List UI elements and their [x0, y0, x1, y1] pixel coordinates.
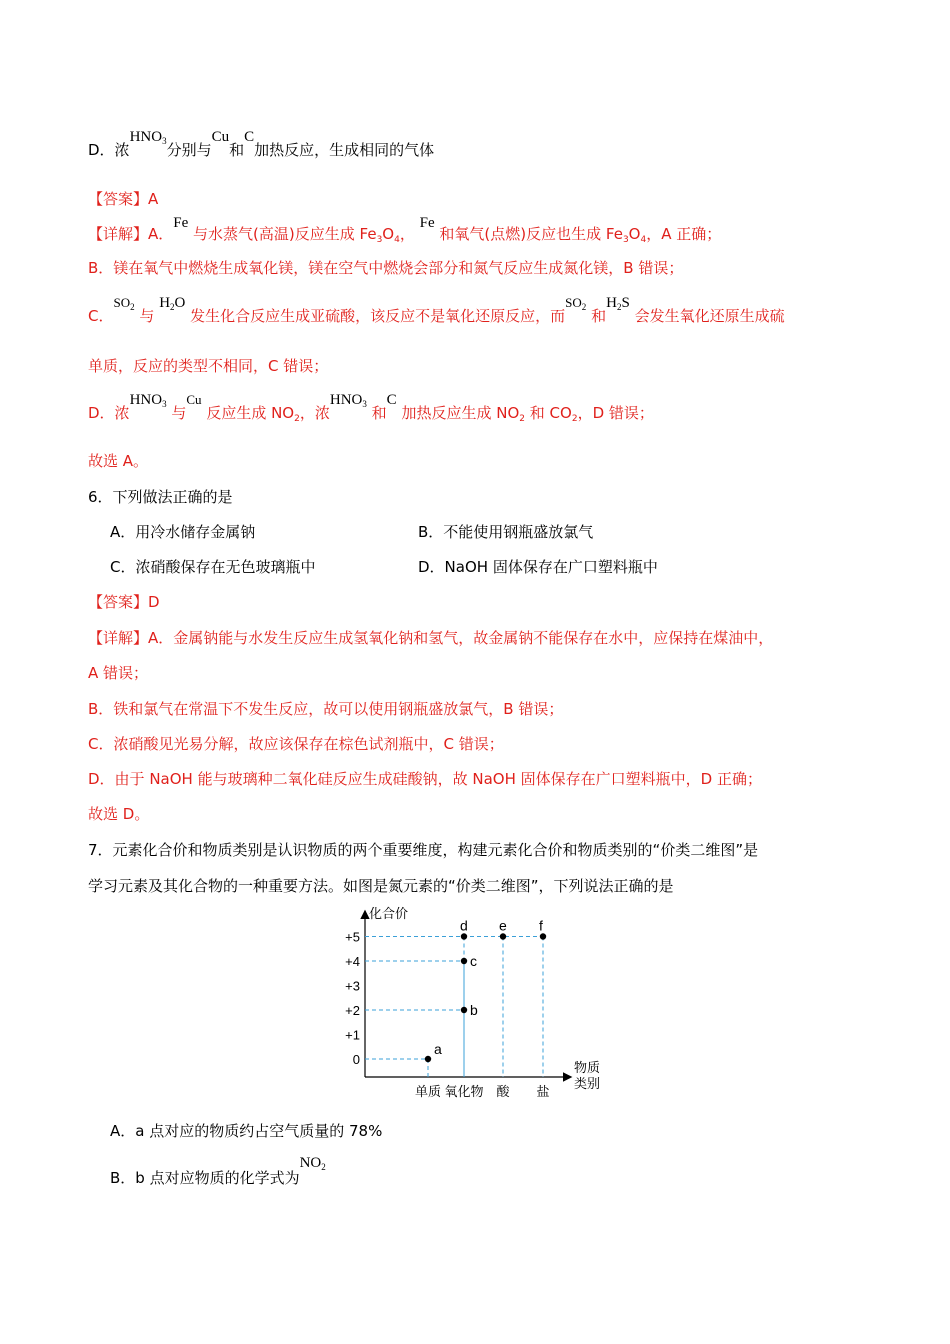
data-point	[461, 958, 467, 964]
q5-detail-line5: D．浓$HNO_3$ 与Cu 反应生成 $NO_2$，浓$HNO_3$ 和C 加热反应生成 $NO_2$ 和 $CO_2$，D 错误；	[88, 392, 654, 424]
q6-detail-line3: B．铁和氯气在常温下不发生反应，故可以使用钢瓶盛放氯气，B 错误；	[88, 700, 564, 718]
q6-stem: 6．下列做法正确的是	[88, 488, 233, 506]
q6-answer: 【答案】D	[88, 593, 160, 611]
q5-detail-line1: 【详解】A．Fe 与水蒸气(高温)反应生成 $Fe_3O_4$， Fe 和氧气(点燃)反应也生成 $Fe_3O_4$，A 正确；	[88, 215, 722, 245]
formula-cu: Cu	[211, 129, 230, 145]
x-axis-label-line1: 物质	[574, 1060, 601, 1075]
point-label: c	[470, 953, 477, 969]
formula-so2: $SO_2$	[113, 295, 135, 312]
y-tick-label: +1	[345, 1027, 360, 1043]
y-axis-label: 化合价	[369, 906, 409, 921]
data-point	[425, 1056, 431, 1062]
q6-detail-line1: 【详解】A．金属钠能与水发生反应生成氢氧化钠和氢气，故金属钠不能保存在水中，应保持在煤油中，	[88, 629, 774, 647]
q5d-label: D．浓	[88, 141, 130, 159]
q7-option-a: A．a 点对应的物质约占空气质量的 78%	[110, 1122, 383, 1140]
q5-detail-line4: 单质，反应的类型不相同，C 错误；	[88, 357, 329, 375]
q5d-text: 分别与	[166, 141, 212, 159]
point-label: b	[470, 1002, 478, 1018]
q6-option-b: B．不能使用钢瓶盛放氯气	[418, 523, 594, 541]
q7-option-b: B．b 点对应物质的化学式为$NO_2$	[110, 1155, 326, 1187]
formula-hno3: $HNO_3$	[329, 392, 367, 409]
formula-h2s: $H_2S$	[606, 295, 630, 312]
point-label: e	[499, 917, 507, 934]
y-tick-label: +3	[345, 978, 360, 994]
q5d-text: 加热反应，生成相同的气体	[254, 141, 435, 159]
y-tick-label: +2	[345, 1003, 360, 1018]
x-tick-label: 盐	[536, 1084, 550, 1099]
formula-h2o: $H_2O$	[159, 295, 186, 312]
data-point	[500, 933, 506, 939]
x-tick-label: 单质	[414, 1084, 442, 1099]
data-point	[461, 933, 467, 939]
y-tick-label: +4	[345, 954, 360, 969]
q6-detail-line6: 故选 D。	[88, 805, 150, 823]
formula-no2: $NO_2$	[299, 1155, 326, 1172]
q6-detail-line5: D．由于 NaOH 能与玻璃种二氧化硅反应生成硅酸钠，故 NaOH 固体保存在广口塑料瓶中，D 正确；	[88, 770, 762, 788]
x-tick-label: 氧化物	[444, 1084, 484, 1099]
q6-detail-line4: C．浓硝酸见光易分解，故应该保存在棕色试剂瓶中，C 错误；	[88, 735, 504, 753]
valence-class-chart	[330, 900, 620, 1105]
formula-c: C	[386, 392, 397, 408]
q6-detail-line2: A 错误；	[88, 664, 149, 682]
x-axis-label-line2: 类别	[574, 1076, 601, 1091]
point-label: d	[460, 917, 468, 934]
q5d-text: 和	[229, 141, 245, 159]
q6-option-a: A．用冷水储存金属钠	[110, 523, 256, 541]
y-tick-label: 0	[352, 1052, 360, 1067]
q5-detail-line2: B．镁在氧气中燃烧生成氧化镁，镁在空气中燃烧会部分和氮气反应生成氮化镁，B 错误；	[88, 259, 684, 277]
formula-so2: $SO_2$	[565, 295, 587, 312]
data-point	[461, 1007, 467, 1013]
q7-stem-line1: 7．元素化合价和物质类别是认识物质的两个重要维度，构建元素化合价和物质类别的“价类二维图”是	[88, 841, 759, 859]
formula-cu: Cu	[186, 392, 202, 407]
point-label: f	[539, 917, 543, 934]
q5-option-d	[88, 129, 435, 162]
data-point	[540, 933, 546, 939]
point-label: a	[434, 1041, 442, 1057]
q6-option-d: D．NaOH 固体保存在广口塑料瓶中	[418, 558, 658, 576]
q5-detail-line6: 故选 A。	[88, 452, 149, 470]
q5-detail-line3: C．$SO_2$ 与 $H_2O$ 发生化合反应生成亚硫酸，该反应不是氧化还原反应，而$SO_2$ 和$H_2S$ 会发生氧化还原生成硫	[88, 295, 785, 325]
formula-hno3: $HNO_3$	[129, 392, 167, 409]
formula-c: C	[244, 129, 255, 145]
q5-answer: 【答案】A	[88, 190, 159, 208]
y-tick-label: +5	[345, 929, 360, 945]
formula-hno3: $HNO_3$	[129, 129, 167, 146]
x-tick-label: 酸	[496, 1084, 510, 1099]
q6-option-c: C．浓硝酸保存在无色玻璃瓶中	[110, 558, 316, 576]
q7-stem-line2: 学习元素及其化合物的一种重要方法。如图是氮元素的“价类二维图”，下列说法正确的是	[88, 877, 674, 895]
